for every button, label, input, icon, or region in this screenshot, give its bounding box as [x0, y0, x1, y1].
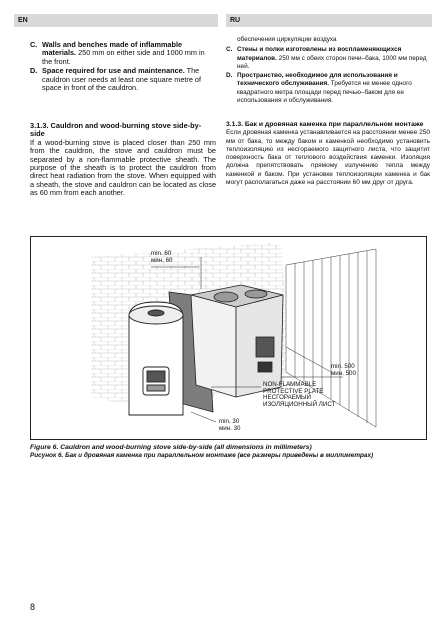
ru-item-d: [226, 72, 430, 105]
cauldron: [129, 302, 183, 415]
page-number: 8: [30, 602, 36, 612]
plate-en-line2: PROTECTIVE PLATE: [263, 387, 324, 395]
figure-caption-ru: Рисунок 6. Бак и дровяная каменка при параллельном монтаже (все размеры приведены в миллиметрах): [30, 452, 374, 459]
section-title: 3.1.3. Cauldron and wood-burning stove side-by-side: [30, 121, 202, 139]
dim-right-ru: мин. 500: [331, 369, 356, 377]
item-heading: Пространство, необходимое для использования и технического обслуживания.: [237, 72, 398, 88]
plate-ru-line1: НЕСГОРАЕМЫЙ: [263, 394, 311, 402]
plate-label: [263, 382, 335, 408]
plate-ru-line2: ИЗОЛЯЦИОННЫЙ ЛИСТ: [263, 400, 336, 408]
dim-bottom-ru: мин. 30: [219, 424, 241, 432]
dim-right-en: min. 500: [331, 363, 355, 370]
en-requirements-list: [30, 41, 216, 93]
lang-header-ru: RU: [226, 14, 432, 27]
ru-section: [226, 121, 430, 187]
section-body: If a wood-burning stove is placed closer than 250 mm from the cauldron, the stove and cauldron must be separated by a non-flammable protective sheath. The purpose of the sheath is to protect the cauldron from direct heat radiation from the stove. When equipped with a sheath, the stove and cauldron can be located as close as 60 mm from each another.: [30, 137, 216, 198]
dim-top-en: min. 60: [151, 250, 172, 257]
en-item-d: [30, 67, 216, 92]
en-item-c: [30, 41, 216, 66]
dim-bottom-en: min. 30: [219, 418, 240, 425]
item-heading: Walls and benches made of inflammable materials.: [42, 40, 183, 58]
item-marker: C.: [226, 46, 233, 54]
section-title: 3.1.3. Бак и дровяная каменка при параллельном монтаже: [226, 121, 424, 128]
item-text: The cauldron user needs at least one square metre of space in front of the cauldron.: [42, 66, 202, 93]
ru-requirements-list: [226, 36, 430, 106]
dim-top-label: [151, 251, 172, 264]
dim-top-ru: мин. 60: [151, 256, 173, 264]
lang-header-en: EN: [14, 14, 218, 27]
figure-6: [30, 236, 427, 440]
dim-right-label: [331, 364, 356, 377]
item-marker: D.: [226, 72, 233, 80]
item-marker: C.: [30, 40, 38, 49]
item-heading: Стены и полки изготовлены из воспламеняющихся материалов.: [237, 46, 402, 62]
item-text: 250 mm on either side and 1000 mm in the front.: [42, 48, 205, 66]
dim-bottom-label: [219, 419, 240, 432]
figure-caption-en: Figure 6. Cauldron and wood-burning stove side-by-side (all dimensions in millimeters): [30, 444, 312, 451]
item-text: 250 мм с обеих сторон печи–бака, 1000 мм перед ней.: [237, 54, 427, 70]
item-marker: D.: [30, 66, 38, 76]
ru-lead-text: обеспечения циркуляции воздуха: [237, 36, 337, 43]
installation-illustration: [31, 237, 426, 439]
section-body: Если дровяная каменка устанавливается на расстоянии менее 250 мм от бака, то между баком и каменкой необходимо установить теплоизоляцию из несгораемого защитного листа, что защитит поверхность бака от теплового воздействия каменки. Изоляция должна препятствовать прямому излучению тепла между каменкой и баком. При установке теплоизоляции каменка и бак могут располагаться даже на расстоянии 60 мм друг от друга.: [226, 129, 430, 187]
plate-en-line1: NON-FLAMMABLE: [263, 381, 317, 388]
en-section: [30, 122, 216, 198]
item-heading: Space required for use and maintenance.: [42, 66, 185, 76]
item-text: Требуется не менее одного квадратного метра площади перед печью–баком для ее использования и обслуживания.: [237, 80, 412, 105]
ru-item-c: [226, 46, 430, 71]
